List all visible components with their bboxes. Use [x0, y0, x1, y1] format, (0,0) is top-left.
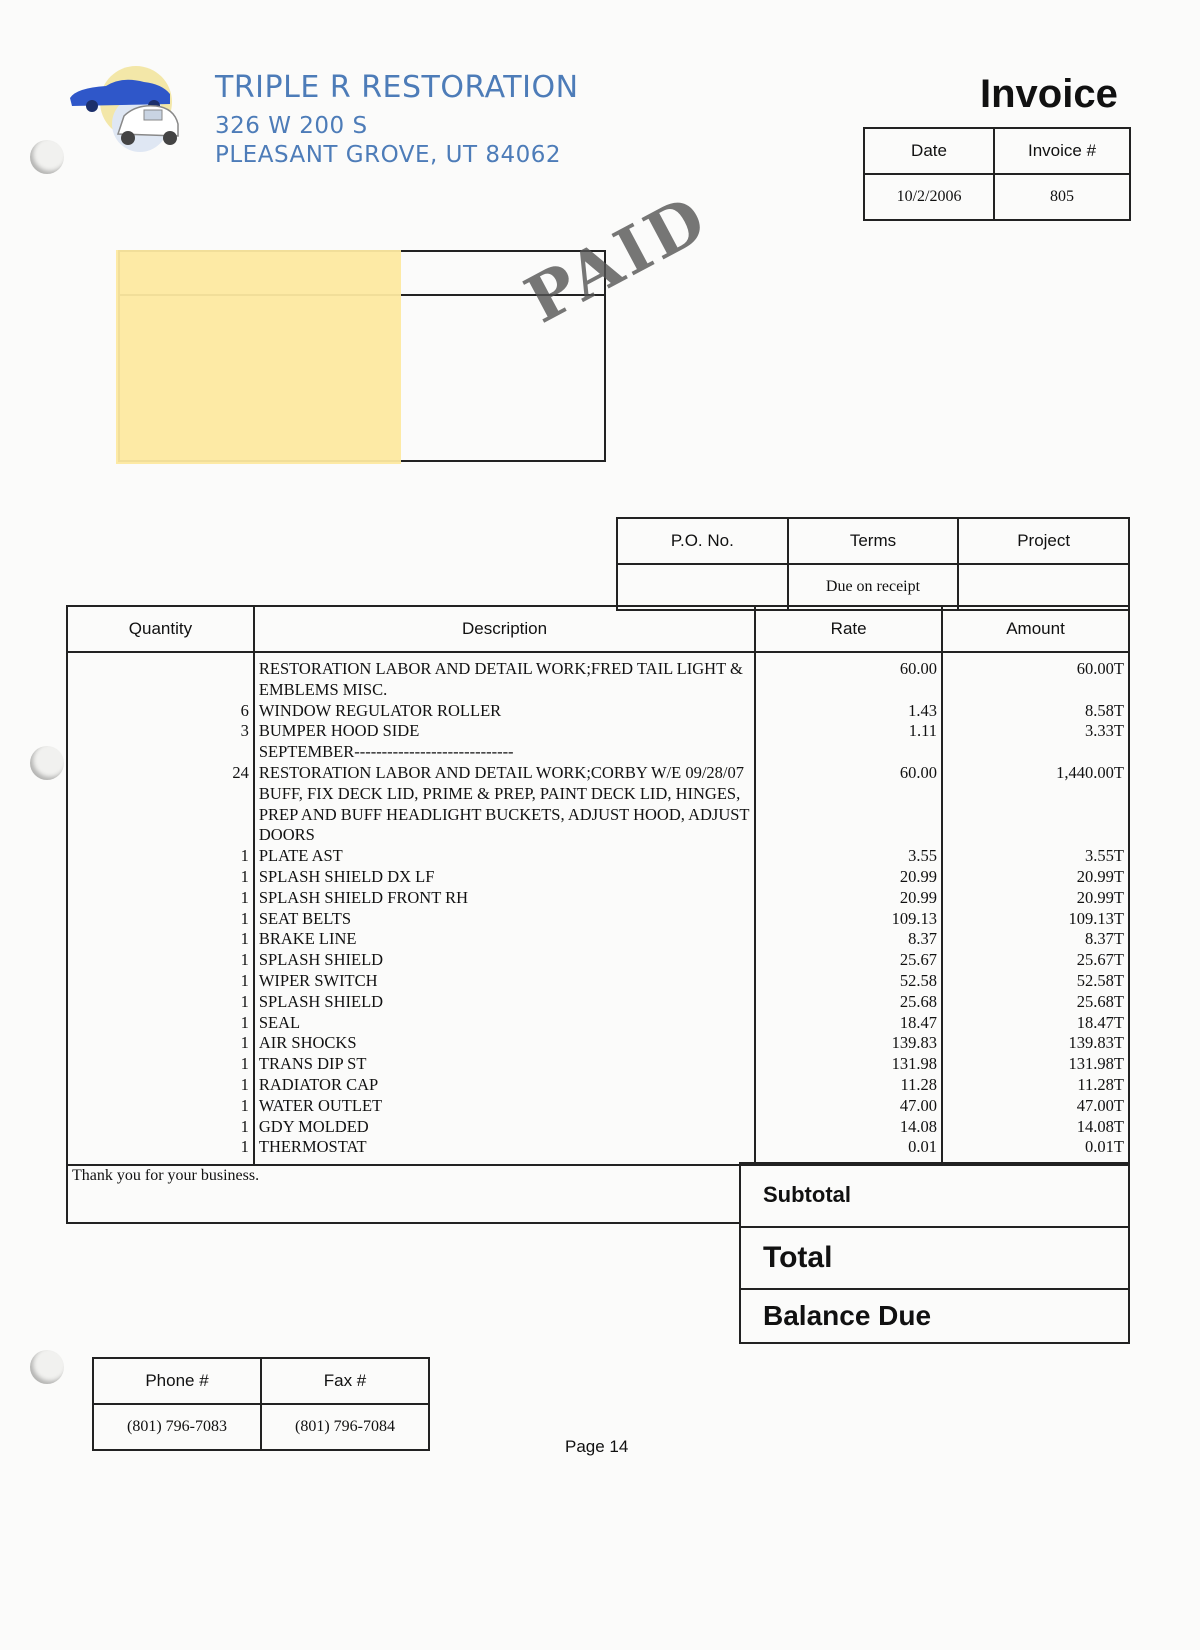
item-quantity: 1	[67, 909, 254, 930]
item-description: SEAL	[254, 1013, 755, 1034]
item-quantity: 1	[67, 971, 254, 992]
item-amount: 25.67T	[942, 950, 1129, 971]
punch-hole-top	[30, 140, 64, 174]
item-description: SEAT BELTS	[254, 909, 755, 930]
table-row	[67, 763, 1129, 846]
item-rate: 20.99	[755, 888, 942, 909]
item-rate: 60.00	[755, 763, 942, 846]
contact-table	[92, 1357, 430, 1451]
date-invoice-table	[863, 127, 1131, 221]
table-row	[67, 929, 1129, 950]
item-quantity: 1	[67, 1033, 254, 1054]
item-description: SPLASH SHIELD	[254, 992, 755, 1013]
item-rate: 0.01	[755, 1137, 942, 1165]
table-row	[67, 652, 1129, 701]
item-rate: 14.08	[755, 1117, 942, 1138]
item-rate: 60.00	[755, 652, 942, 701]
company-address-line2: PLEASANT GROVE, UT 84062	[215, 142, 562, 168]
item-description: RESTORATION LABOR AND DETAIL WORK;CORBY W/E 09/28/07 BUFF, FIX DECK LID, PRIME & PREP, PAINT DECK LID, HINGES, PREP AND BUFF HEADLIGHT BUCKETS, ADJUST HOOD, ADJUST DOORS	[254, 763, 755, 846]
item-description: RESTORATION LABOR AND DETAIL WORK;FRED TAIL LIGHT & EMBLEMS MISC.	[254, 652, 755, 701]
item-quantity: 1	[67, 1096, 254, 1117]
line-items-table	[66, 605, 1130, 1166]
company-address-line1: 326 W 200 S	[215, 113, 368, 139]
total-label: Total	[740, 1227, 1129, 1289]
classic-cars-logo-icon	[66, 64, 216, 154]
item-description: WATER OUTLET	[254, 1096, 755, 1117]
item-amount: 3.55T	[942, 846, 1129, 867]
item-rate: 1.11	[755, 721, 942, 742]
page-number: Page 14	[565, 1437, 629, 1456]
item-amount: 52.58T	[942, 971, 1129, 992]
item-description: GDY MOLDED	[254, 1117, 755, 1138]
item-description: SPLASH SHIELD DX LF	[254, 867, 755, 888]
date-value: 10/2/2006	[864, 174, 994, 220]
item-rate: 20.99	[755, 867, 942, 888]
table-row	[67, 721, 1129, 742]
item-amount: 11.28T	[942, 1075, 1129, 1096]
item-quantity	[67, 742, 254, 763]
item-description: THERMOSTAT	[254, 1137, 755, 1165]
header-amount: Amount	[942, 606, 1129, 652]
item-amount	[942, 742, 1129, 763]
item-quantity: 1	[67, 1013, 254, 1034]
item-rate: 1.43	[755, 701, 942, 722]
table-row	[67, 742, 1129, 763]
po-label: P.O. No.	[617, 518, 788, 564]
item-quantity: 1	[67, 992, 254, 1013]
item-description: SPLASH SHIELD FRONT RH	[254, 888, 755, 909]
item-rate: 109.13	[755, 909, 942, 930]
item-description: RADIATOR CAP	[254, 1075, 755, 1096]
item-rate: 11.28	[755, 1075, 942, 1096]
item-amount: 20.99T	[942, 888, 1129, 909]
item-description: AIR SHOCKS	[254, 1033, 755, 1054]
terms-value: Due on receipt	[788, 564, 959, 610]
document-title: Invoice	[980, 72, 1118, 116]
item-amount: 25.68T	[942, 992, 1129, 1013]
po-value	[617, 564, 788, 610]
item-quantity: 1	[67, 1075, 254, 1096]
table-row	[67, 992, 1129, 1013]
table-row	[67, 1033, 1129, 1054]
header-quantity: Quantity	[67, 606, 254, 652]
phone-value: (801) 796-7083	[93, 1404, 261, 1450]
fax-value: (801) 796-7084	[261, 1404, 429, 1450]
item-amount: 1,440.00T	[942, 763, 1129, 846]
item-amount: 14.08T	[942, 1117, 1129, 1138]
table-row	[67, 888, 1129, 909]
header-description: Description	[254, 606, 755, 652]
table-row	[67, 846, 1129, 867]
item-rate: 52.58	[755, 971, 942, 992]
item-quantity: 1	[67, 1117, 254, 1138]
item-rate: 139.83	[755, 1033, 942, 1054]
item-quantity: 1	[67, 929, 254, 950]
item-description: SEPTEMBER-----------------------------	[254, 742, 755, 763]
table-row	[67, 1075, 1129, 1096]
invoice-number-label: Invoice #	[994, 128, 1130, 174]
item-quantity: 1	[67, 867, 254, 888]
project-value	[958, 564, 1129, 610]
punch-hole-middle	[30, 746, 64, 780]
item-rate: 18.47	[755, 1013, 942, 1034]
item-quantity: 1	[67, 846, 254, 867]
table-row	[67, 1137, 1129, 1165]
table-row	[67, 1096, 1129, 1117]
item-description: PLATE AST	[254, 846, 755, 867]
item-amount: 109.13T	[942, 909, 1129, 930]
date-label: Date	[864, 128, 994, 174]
table-row	[67, 1013, 1129, 1034]
item-amount: 8.58T	[942, 701, 1129, 722]
item-rate: 8.37	[755, 929, 942, 950]
table-row	[67, 1054, 1129, 1075]
company-name: TRIPLE R RESTORATION	[215, 70, 579, 105]
project-label: Project	[958, 518, 1129, 564]
item-amount: 3.33T	[942, 721, 1129, 742]
item-quantity: 1	[67, 888, 254, 909]
item-amount: 0.01T	[942, 1137, 1129, 1165]
item-description: BUMPER HOOD SIDE	[254, 721, 755, 742]
fax-label: Fax #	[261, 1358, 429, 1404]
invoice-number-value: 805	[994, 174, 1130, 220]
item-amount: 18.47T	[942, 1013, 1129, 1034]
item-rate: 25.68	[755, 992, 942, 1013]
order-terms-table	[616, 517, 1130, 611]
item-quantity: 6	[67, 701, 254, 722]
item-quantity	[67, 652, 254, 701]
item-quantity: 24	[67, 763, 254, 846]
phone-label: Phone #	[93, 1358, 261, 1404]
paid-stamp: PAID	[513, 180, 721, 339]
item-rate: 25.67	[755, 950, 942, 971]
item-amount: 20.99T	[942, 867, 1129, 888]
item-description: WINDOW REGULATOR ROLLER	[254, 701, 755, 722]
thank-you-note: Thank you for your business.	[72, 1167, 260, 1184]
totals-table	[739, 1162, 1130, 1344]
item-description: TRANS DIP ST	[254, 1054, 755, 1075]
item-amount: 60.00T	[942, 652, 1129, 701]
table-row	[67, 971, 1129, 992]
item-amount: 47.00T	[942, 1096, 1129, 1117]
item-quantity: 1	[67, 1137, 254, 1165]
table-row	[67, 950, 1129, 971]
item-rate	[755, 742, 942, 763]
item-description: WIPER SWITCH	[254, 971, 755, 992]
item-rate: 131.98	[755, 1054, 942, 1075]
table-row	[67, 909, 1129, 930]
table-row	[67, 701, 1129, 722]
item-rate: 3.55	[755, 846, 942, 867]
item-amount: 139.83T	[942, 1033, 1129, 1054]
item-rate: 47.00	[755, 1096, 942, 1117]
balance-due-label: Balance Due	[740, 1289, 1129, 1343]
line-items-body	[67, 652, 1129, 1165]
item-description: SPLASH SHIELD	[254, 950, 755, 971]
redaction-sticky-note	[116, 250, 401, 464]
item-description: BRAKE LINE	[254, 929, 755, 950]
terms-label: Terms	[788, 518, 959, 564]
item-quantity: 1	[67, 950, 254, 971]
item-amount: 131.98T	[942, 1054, 1129, 1075]
item-quantity: 1	[67, 1054, 254, 1075]
header-rate: Rate	[755, 606, 942, 652]
item-quantity: 3	[67, 721, 254, 742]
table-row	[67, 1117, 1129, 1138]
punch-hole-bottom	[30, 1350, 64, 1384]
table-row	[67, 867, 1129, 888]
item-amount: 8.37T	[942, 929, 1129, 950]
subtotal-label: Subtotal	[740, 1163, 1129, 1227]
